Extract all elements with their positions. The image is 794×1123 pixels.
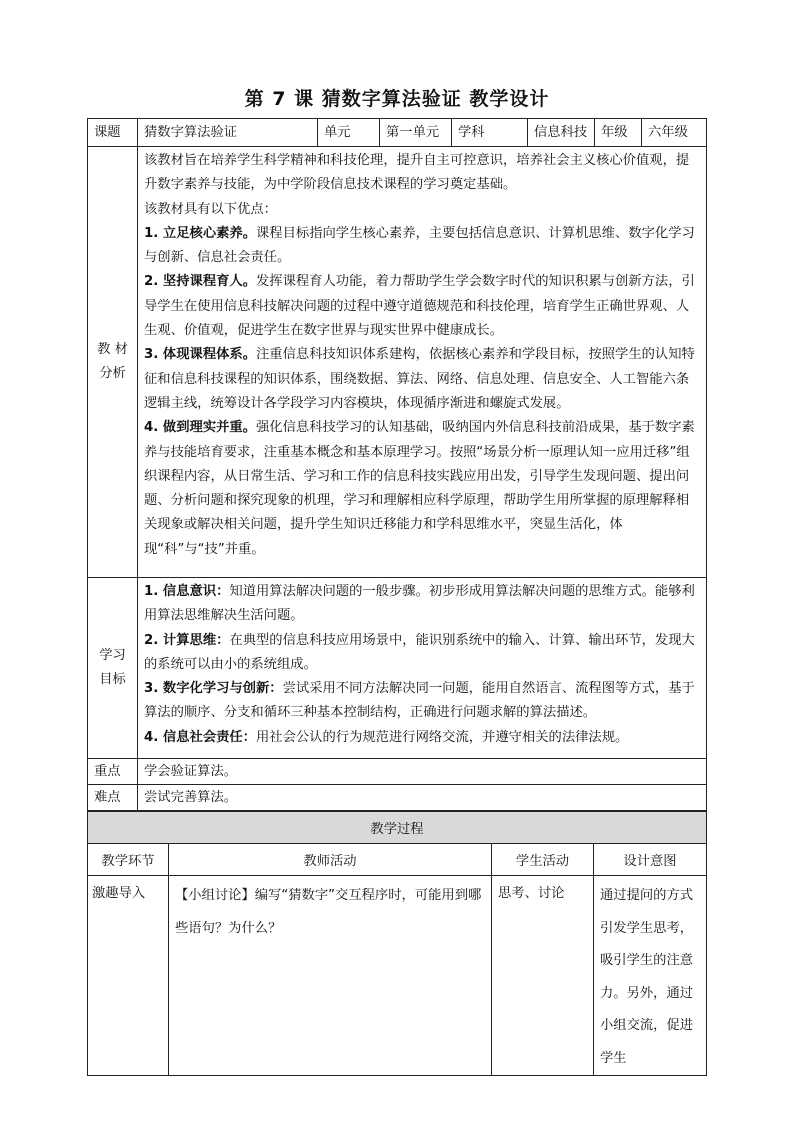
objective-point-text: 在典型的信息科技应用场景中，能识别系统中的输入、计算、输出环节，发现大的系统可以由小的系统组成。 — [144, 632, 695, 672]
process-title-row — [88, 812, 707, 844]
process-stage: 激趣导入 — [88, 876, 169, 1076]
objectives-label — [88, 578, 138, 759]
objectives-label-line2: 目标 — [99, 672, 126, 687]
objective-point — [144, 726, 700, 750]
difficulty-label: 难点 — [88, 785, 138, 811]
subject-value: 信息科技 — [528, 119, 595, 147]
analysis-point-head: 1. 立足核心素养。 — [144, 225, 257, 241]
subject-label: 学科 — [452, 119, 528, 147]
objective-point — [144, 677, 700, 726]
analysis-point-head: 3. 体现课程体系。 — [144, 347, 257, 363]
process-design-intent: 通过提问的方式引发学生思考，吸引学生的注意力。另外，通过小组交流，促进学生 — [594, 876, 707, 1076]
page-title: 第 7 课 猜数字算法验证 教学设计 — [244, 88, 550, 110]
analysis-point-text: 强化信息科技学习的认知基础，吸纳国内外信息科技前沿成果，基于数字素养与技能培育要求，注重基本概念和基本原理学习。按照“场景分析一原理认知一应用迁移”组织课程内容，从日常生活、学习和工作的信息科技实践应用出发，引导学生发现问题、提出问题、分析问题和探究现象的机理，学习和理解相应科学原理，帮助学生用所掌握的原理解释相关现象或解决相关问题，提升学生知识迁移能力和学科思维水平，突显生活化，体现“科”与“技”并重。 — [144, 420, 695, 557]
analysis-point-head: 2. 坚持课程育人。 — [144, 274, 257, 290]
lesson-info-table — [87, 118, 707, 811]
objectives-row — [88, 578, 707, 759]
grade-label: 年级 — [595, 119, 642, 147]
process-row — [88, 876, 707, 1076]
objective-point-head: 3. 数字化学习与创新： — [144, 681, 283, 697]
key-point-label: 重点 — [88, 759, 138, 785]
difficulty-row — [88, 785, 707, 811]
analysis-content — [138, 147, 707, 578]
key-point-row — [88, 759, 707, 785]
analysis-intro-1: 该教材旨在培养学生科学精神和科技伦理，提升自主可控意识，培养社会主义核心价值观，提升数字素养与技能，为中学阶段信息技术课程的学习奠定基础。 — [144, 153, 690, 193]
analysis-point — [144, 416, 700, 562]
header-student: 学生活动 — [492, 844, 594, 876]
objectives-content — [138, 578, 707, 759]
analysis-point-text: 课程目标指向学生核心素养，主要包括信息意识、计算机思维、数字化学习与创新、信息社会责任。 — [144, 225, 695, 266]
analysis-point — [144, 222, 700, 271]
objective-point-head: 4. 信息社会责任： — [144, 729, 257, 745]
analysis-point-text: 注重信息科技知识体系建构，依据核心素养和学段目标，按照学生的认知特征和信息科技课程的知识体系，围绕数据、算法、网络、信息处理、信息安全、人工智能六条逻辑主线，统筹设计各学段学习内容模块，体现循序渐进和螺旋式发展。 — [144, 347, 695, 411]
objective-point — [144, 580, 700, 629]
header-row — [88, 119, 707, 147]
analysis-label-line1: 教 材 — [97, 342, 128, 357]
objective-point-head: 2. 计算思维： — [144, 632, 230, 648]
process-student-activity: 思考、讨论 — [492, 876, 594, 1076]
key-point-value: 学会验证算法。 — [138, 759, 707, 785]
header-teacher: 教师活动 — [169, 844, 492, 876]
header-intent: 设计意图 — [594, 844, 707, 876]
analysis-intro-2: 该教材具有以下优点： — [144, 201, 277, 217]
analysis-point — [144, 343, 700, 416]
objective-point-text: 尝试采用不同方法解决同一问题，能用自然语言、流程图等方式，基于算法的顺序、分支和循环三种基本控制结构，正确进行问题求解的算法描述。 — [144, 681, 695, 721]
process-teacher-activity: 【小组讨论】编写“猜数字”交互程序时，可能用到哪些语句？为什么？ — [169, 876, 492, 1076]
objective-point-text: 知道用算法解决问题的一般步骤。初步形成用算法解决问题的思维方式。能够利用算法思维解决生活问题。 — [144, 584, 695, 624]
process-title: 教学过程 — [88, 812, 707, 844]
analysis-point-head: 4. 做到理实并重。 — [144, 420, 257, 436]
objective-point-text: 用社会公认的行为规范进行网络交流，并遵守相关的法律法规。 — [256, 729, 629, 745]
objective-point-head: 1. 信息意识： — [144, 584, 230, 599]
header-stage: 教学环节 — [88, 844, 169, 876]
teaching-process-table — [87, 811, 707, 1076]
objectives-label-line1: 学习 — [99, 648, 126, 663]
analysis-point — [144, 270, 700, 343]
process-header-row — [88, 844, 707, 876]
analysis-label-line2: 分析 — [99, 366, 126, 381]
analysis-label — [88, 147, 138, 578]
unit-label: 单元 — [318, 119, 380, 147]
analysis-point-text: 发挥课程育人功能，着力帮助学生学会数字时代的知识积累与创新方法，引导学生在使用信息科技解决问题的过程中遵守道德规范和科技伦理，培育学生正确世界观、人生观、价值观，促进学生在数字世界与现实世界中健康成长。 — [144, 274, 695, 339]
analysis-row — [88, 147, 707, 578]
topic-label: 课题 — [88, 119, 138, 147]
grade-value: 六年级 — [642, 119, 707, 147]
topic-value: 猜数字算法验证 — [138, 119, 318, 147]
objective-point — [144, 629, 700, 678]
unit-value: 第一单元 — [380, 119, 452, 147]
difficulty-value: 尝试完善算法。 — [138, 785, 707, 811]
